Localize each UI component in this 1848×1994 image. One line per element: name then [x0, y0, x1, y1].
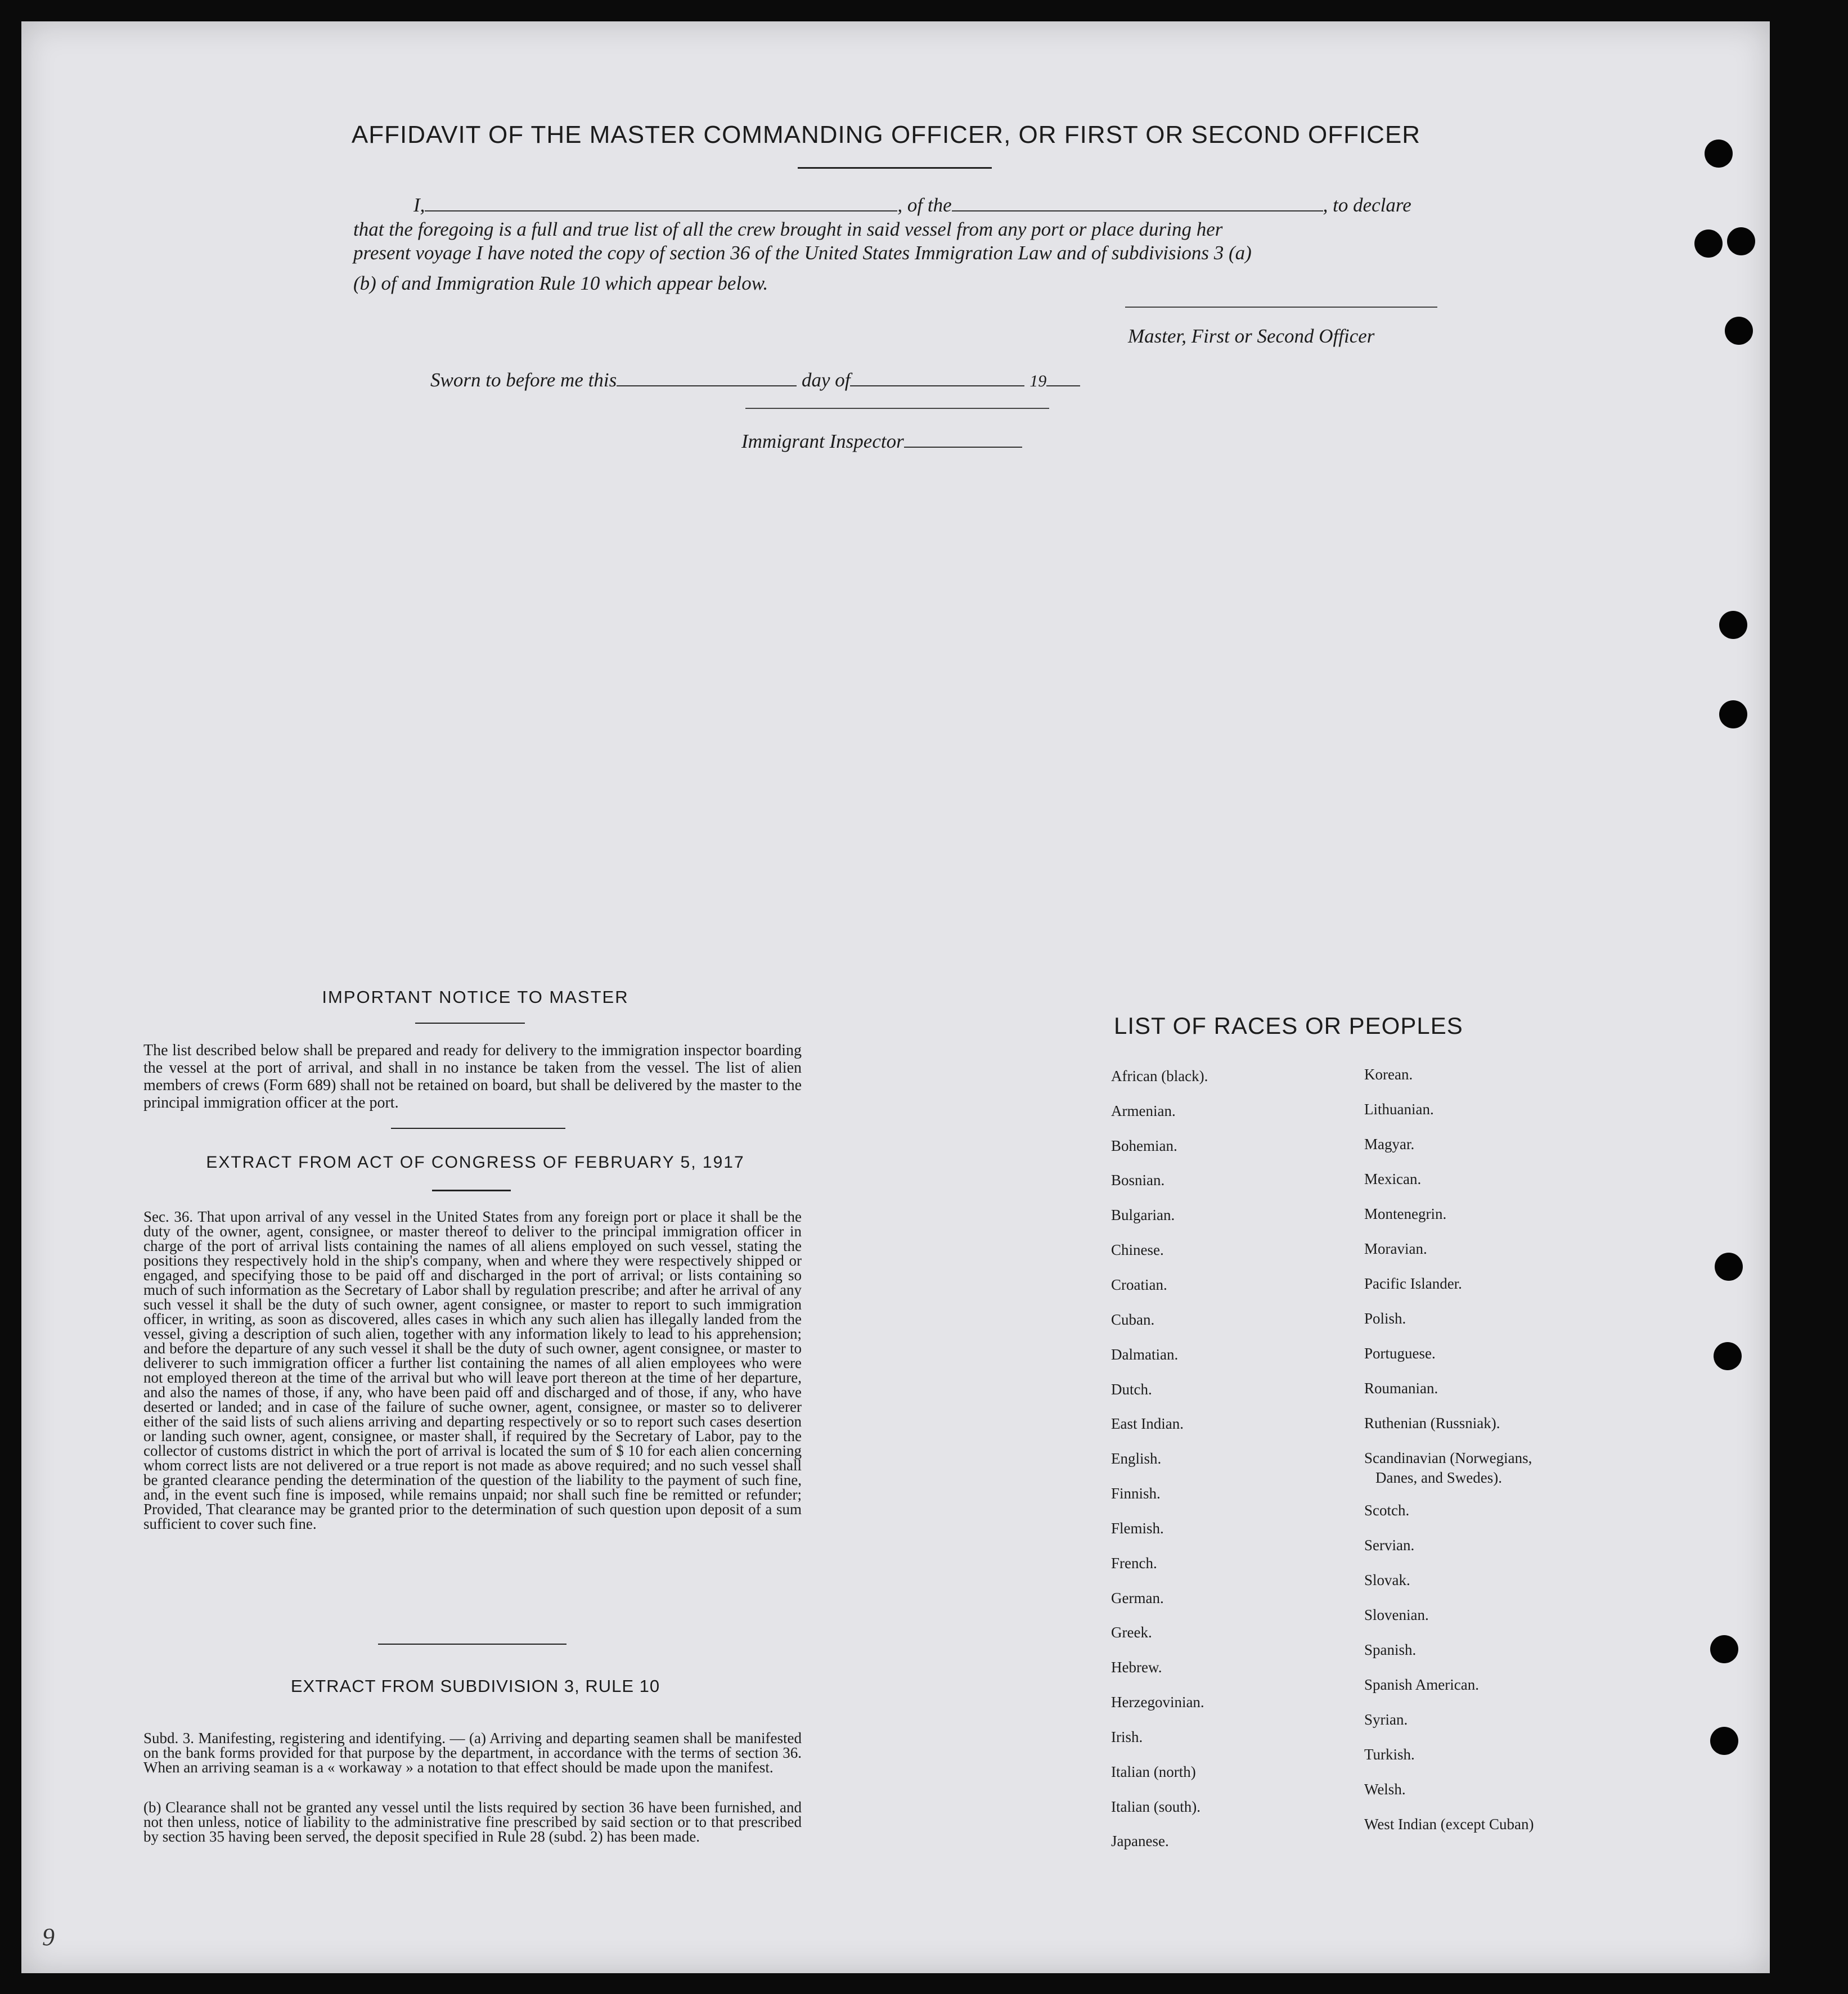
race-item: Italian (north)	[1111, 1763, 1196, 1780]
race-item: English.	[1111, 1450, 1162, 1467]
punch-hole	[1710, 1727, 1738, 1755]
affiant-name-field[interactable]	[425, 195, 897, 211]
rule-extract-text-b: (b) Clearance shall not be granted any vessel until the lists required by section 36 have been furnished, and not then unless, notice of liability to the administrative fine prescribed by said section or to that prescribed by section 35 having been served, the deposit specified in Rule 28 (subd. 2) has been made.	[143, 1799, 802, 1845]
punch-hole	[1694, 229, 1723, 258]
punch-hole	[1719, 700, 1747, 728]
race-item: Montenegrin.	[1364, 1205, 1447, 1222]
year-prefix: 19	[1029, 372, 1047, 390]
affidavit-body-line: (b) of and Immigration Rule 10 which appear below.	[353, 272, 768, 294]
races-title: LIST OF RACES OR PEOPLES	[1114, 1012, 1463, 1039]
race-item: Mexican.	[1364, 1171, 1422, 1187]
race-item: Lithuanian.	[1364, 1101, 1434, 1118]
race-item: Servian.	[1364, 1537, 1415, 1554]
rule-extract-heading: EXTRACT FROM SUBDIVISION 3, RULE 10	[290, 1676, 660, 1696]
inspector-signature-line[interactable]	[745, 408, 1049, 409]
punch-hole	[1715, 1253, 1743, 1281]
race-item: Armenian.	[1111, 1102, 1176, 1119]
inspector-line	[741, 430, 1022, 453]
race-item: Irish.	[1111, 1729, 1143, 1745]
affiant-prefix: I,	[413, 194, 425, 216]
day-of-label: day of	[801, 369, 851, 391]
affidavit-body-line: present voyage I have noted the copy of section 36 of the United States Immigration Law and of subdivisions 3 (a)	[353, 242, 1252, 264]
signature-line[interactable]	[1125, 307, 1437, 308]
notice-text: The list described below shall be prepared and ready for delivery to the immigration inspector boarding the vessel at the port of arrival, and shall in no instance be taken from the vessel. The list of alien members of crews (Form 689) shall not be retained on board, but shall be delivered by the master to the principal immigration officer at the port.	[143, 1042, 802, 1111]
rule-extract-text-a: Subd. 3. Manifesting, registering and identifying. — (a) Arriving and departing seamen shall be manifested on the bank forms provided for that purpose by the department, in accordance with the terms of section 36. When an arriving seaman is a « workaway » a notation to that effect should be made upon the manifest.	[143, 1730, 802, 1776]
affidavit-body-line: that the foregoing is a full and true list of all the crew brought in said vessel from any port or place during her	[353, 218, 1223, 240]
race-item: Turkish.	[1364, 1746, 1415, 1763]
affidavit-declaration-line	[413, 194, 1443, 217]
race-item: Ruthenian (Russniak).	[1364, 1415, 1500, 1432]
race-item: Flemish.	[1111, 1520, 1164, 1537]
race-item: Polish.	[1364, 1310, 1406, 1327]
vessel-name-field[interactable]	[952, 195, 1323, 211]
race-item: Korean.	[1364, 1066, 1413, 1083]
sworn-year-field[interactable]	[1046, 370, 1080, 386]
race-item: Danes, and Swedes).	[1375, 1469, 1502, 1486]
race-item: German.	[1111, 1590, 1164, 1606]
race-item: Finnish.	[1111, 1485, 1161, 1502]
race-item: Italian (south).	[1111, 1798, 1200, 1815]
inspector-field[interactable]	[904, 431, 1022, 448]
race-item: Scandinavian (Norwegians,	[1364, 1450, 1532, 1466]
race-item: French.	[1111, 1555, 1157, 1572]
race-item: Japanese.	[1111, 1833, 1169, 1849]
page-mark: 9	[42, 1923, 55, 1951]
race-item: Slovak.	[1364, 1572, 1410, 1588]
punch-hole	[1705, 139, 1733, 168]
race-item: West Indian (except Cuban)	[1364, 1816, 1534, 1833]
of-the-label: , of the	[897, 194, 952, 216]
punch-hole	[1725, 317, 1753, 345]
race-item: Magyar.	[1364, 1136, 1415, 1153]
race-item: Slovenian.	[1364, 1606, 1429, 1623]
race-item: Greek.	[1111, 1624, 1152, 1641]
race-item: Hebrew.	[1111, 1659, 1162, 1676]
race-item: African (black).	[1111, 1068, 1208, 1084]
signature-caption: Master, First or Second Officer	[1128, 325, 1375, 347]
inspector-caption: Immigrant Inspector	[741, 430, 904, 452]
race-item: Roumanian.	[1364, 1380, 1438, 1397]
race-item: Spanish American.	[1364, 1676, 1479, 1693]
sworn-month-field[interactable]	[850, 370, 1024, 386]
sworn-label: Sworn to before me this	[430, 369, 617, 391]
race-item: Syrian.	[1364, 1711, 1408, 1728]
punch-hole	[1714, 1342, 1742, 1370]
act-extract-text: Sec. 36. That upon arrival of any vessel in the United States from any foreign port or place it shall be the duty of the owner, agent, consignee, or master thereof to deliver to the principal immigration officer in charge of the port of arrival lists containing the names of all aliens employed on such vessel, stating the positions they respectively hold in the ship's company, when and where they were respectively shipped or engaged, and specifying those to be paid off and discharged in the port of arrival; or lists containing so much of such information as the Secretary of Labor shall by regulation prescribe; and after he arrival of any such vessel it shall be the duty of such owner, agent consignee, or master to report to such immigration officer, in writing, as soon as discovered, alles cases in which any such alien has illegally landed from the vessel, giving a description of such alien, together with any information likely to lead to his apprehension; and before the departure of any such vessel it shall be the duty of such owner, agent consignee, or master to deliverer to such immigration officer a further list containing the names of all alien employees who were not employed thereon at the time of the arrival but who will leave port thereon at the time of her departure, and also the names of those, if any, who have been paid off and discharged and of those, if any, who have deserted or landed; and in case of the failure of suche owner, agent, consignee, or master so to deliverer either of the said lists of such aliens arriving and departing respectively or so to report such cases desertion or landing such owner, agent, consignee, or master shall, if required by the Secretary of Labor, pay to the collector of customs district in which the port of arrival is located the sum of $ 10 for each alien concerning whom correct lists are not delivered or a true report is not made as above required; and no such vessel shall be granted clearance pending the determination of the question of the liability to the payment of such fine, and, in the event such fine is imposed, while remains unpaid; nor shall such fine be remitted or refunder; Provided, That clearance may be granted prior to the determination of such question upon deposit of a sum sufficient to cover such fine.	[143, 1208, 802, 1532]
section-divider	[391, 1128, 565, 1129]
punch-hole	[1727, 227, 1755, 255]
race-item: Bulgarian.	[1111, 1207, 1175, 1223]
notice-heading-underline	[415, 1023, 525, 1024]
act-heading-underline	[432, 1190, 511, 1191]
notice-heading: IMPORTANT NOTICE TO MASTER	[322, 987, 629, 1007]
race-item: Moravian.	[1364, 1240, 1427, 1257]
race-item: Herzegovinian.	[1111, 1694, 1204, 1711]
race-item: Portuguese.	[1364, 1345, 1436, 1362]
section-divider	[378, 1644, 566, 1645]
race-item: Pacific Islander.	[1364, 1275, 1462, 1292]
race-item: Bohemian.	[1111, 1137, 1177, 1154]
race-item: Welsh.	[1364, 1781, 1406, 1798]
to-declare-label: , to declare	[1323, 194, 1411, 216]
race-item: Bosnian.	[1111, 1172, 1165, 1189]
race-item: Cuban.	[1111, 1311, 1155, 1328]
affidavit-title: AFFIDAVIT OF THE MASTER COMMANDING OFFICER, OR FIRST OR SECOND OFFICER	[351, 121, 1421, 148]
act-extract-heading: EXTRACT FROM ACT OF CONGRESS OF FEBRUARY 5, 1917	[206, 1153, 745, 1172]
title-underline	[798, 167, 992, 169]
race-item: Spanish.	[1364, 1641, 1417, 1658]
race-item: East Indian.	[1111, 1415, 1184, 1432]
punch-hole	[1719, 611, 1747, 639]
sworn-line	[430, 369, 1080, 391]
race-item: Croatian.	[1111, 1276, 1167, 1293]
race-item: Scotch.	[1364, 1502, 1410, 1519]
race-item: Dutch.	[1111, 1381, 1152, 1398]
sworn-day-field[interactable]	[617, 370, 797, 386]
race-item: Dalmatian.	[1111, 1346, 1179, 1363]
race-item: Chinese.	[1111, 1241, 1164, 1258]
punch-hole	[1710, 1635, 1738, 1663]
